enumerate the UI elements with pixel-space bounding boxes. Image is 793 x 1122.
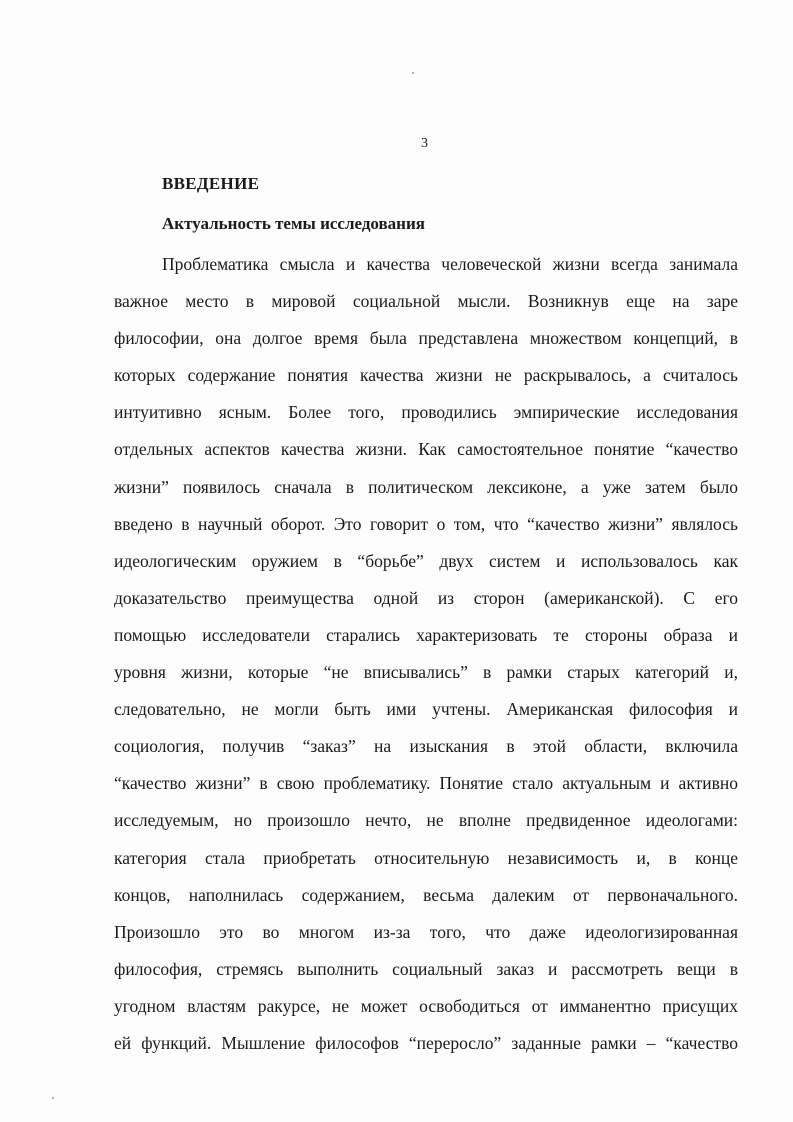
text-line: “качество жизни” в свою проблематику. Понятие стало актуальным и активно [114,773,738,794]
text-line: концов, наполнилась содержанием, весьма далеким от первоначального. [114,884,738,905]
section-heading: ВВЕДЕНИЕ [162,174,260,193]
text-line: доказательство преимущества одной из сторон (американской). С его [114,587,738,608]
section-subheading: Актуальность темы исследования [162,214,425,233]
text-line: которых содержание понятия качества жизни не раскрывалось, а считалось [114,365,738,386]
text-line: ей функций. Мышление философов “переросло” заданные рамки – “качество [114,1032,738,1053]
text-line: Произошло это во многом из-за того, что даже идеологизированная [114,921,738,942]
text-line: категория стала приобретать относительную независимость и, в конце [114,847,738,868]
text-line: важное место в мировой социальной мысли. Возникнув еще на заре [114,291,738,312]
text-line: уровня жизни, которые “не вписывались” в рамки старых категорий и, [114,662,738,683]
scan-speck [52,1097,54,1099]
text-line: философия, стремясь выполнить социальный заказ и рассмотреть вещи в [114,958,738,979]
text-line: угодном властям ракурсе, не может освободиться от имманентно присущих [114,995,738,1016]
text-line: философии, она долгое время была представлена множеством концепций, в [114,328,738,349]
body-paragraph [114,252,738,1068]
text-line: Проблематика смысла и качества человеческой жизни всегда занимала [162,254,738,274]
text-line: идеологическим оружием в “борьбе” двух систем и использовалось как [114,550,738,571]
text-line: следовательно, не могли быть ими учтены. Американская философия и [114,699,738,720]
page-number: 3 [421,136,428,151]
text-line: введено в научный оборот. Это говорит о том, что “качество жизни” являлось [114,513,738,534]
text-line: помощью исследователи старались характеризовать те стороны образа и [114,624,738,645]
text-line: исследуемым, но произошло нечто, не вполне предвиденное идеологами: [114,810,738,831]
text-line: интуитивно ясным. Более того, проводились эмпирические исследования [114,402,738,423]
text-line: жизни” появилось сначала в политическом лексиконе, а уже затем было [114,476,738,497]
text-line: социология, получив “заказ” на изыскания в этой области, включила [114,736,738,757]
scan-speck [412,72,414,74]
text-line: отдельных аспектов качества жизни. Как самостоятельное понятие “качество [114,439,738,460]
